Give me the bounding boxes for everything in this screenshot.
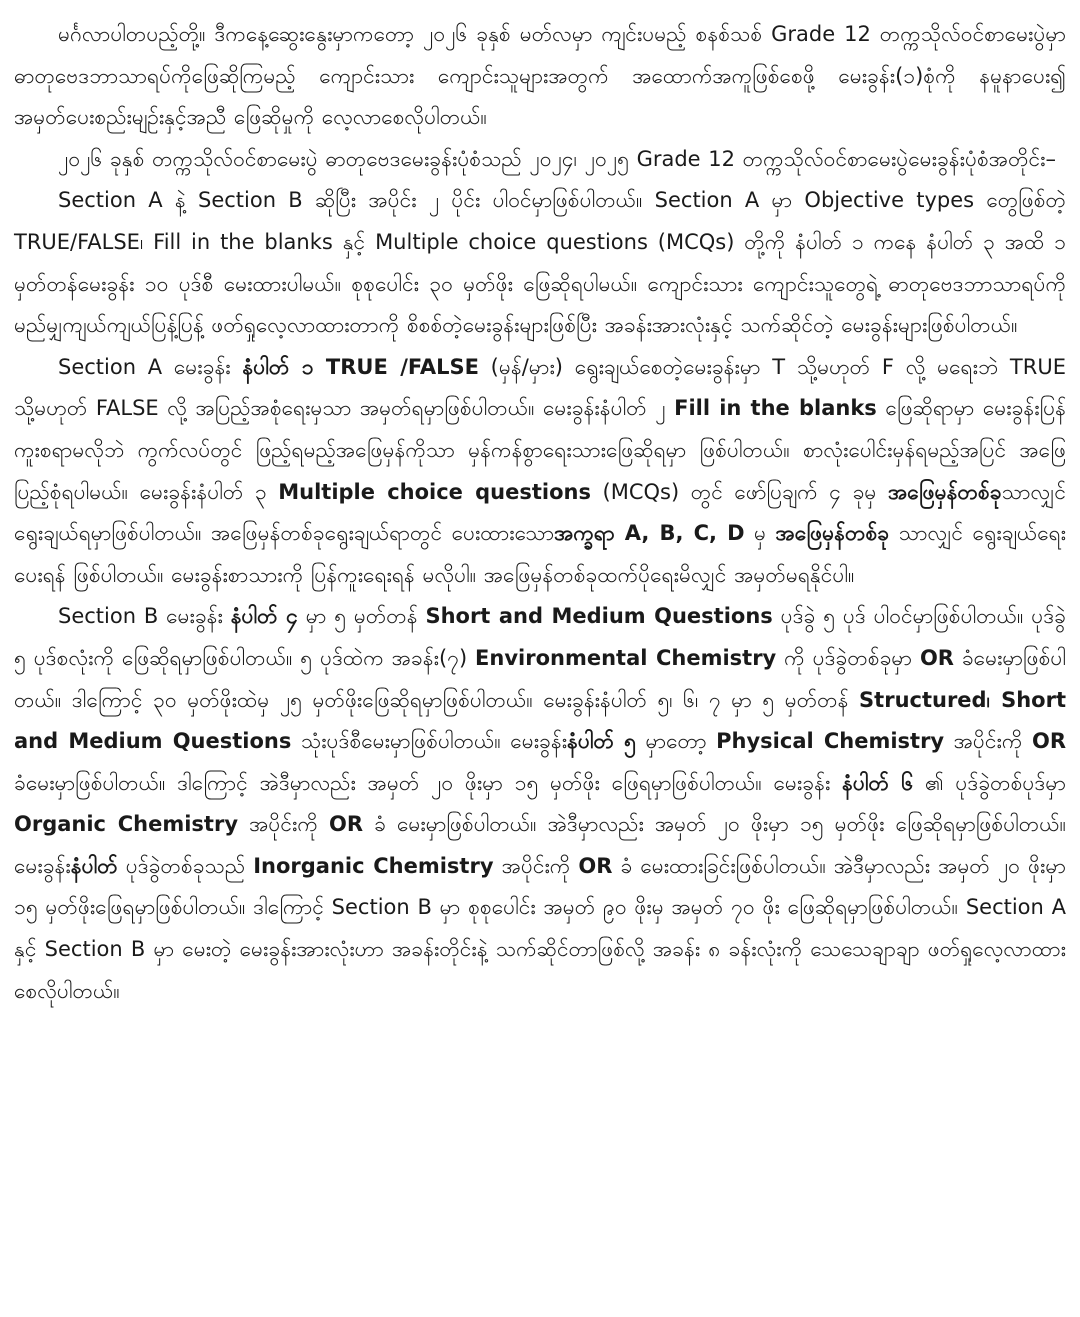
text-segment: Section A နဲ့ Section B ဆိုပြီး အပိုင်း ၂ ပိုင်း ပါဝင်မှာဖြစ်ပါတယ်။ Section A မှာ Objective types တွေဖြစ်တဲ့ TRUE/FALSE၊ Fill in the blanks နှင့် Multiple choice questions (MCQs) တို့ကို နံပါတ် ၁ ကနေ နံပါတ် ၃ အထိ ၁ မှတ်တန်မေးခွန်း ၁၀ ပုဒ်စီ မေးထားပါမယ်။ စုစုပေါင်း ၃၀ မှတ်ဖိုး ဖြေဆိုရပါမယ်။ ကျောင်းသား ကျောင်းသူတွေရဲ့ ဓာတုဗေဒဘာသာရပ်ကို မည်မျှကျယ်ကျယ်ပြန့်ပြန့် ဖတ်ရှုလေ့လာထားတာကို စိစစ်တဲ့မေးခွန်းများဖြစ်ပြီး အခန်းအားလုံးနှင့် သက်ဆိုင်တဲ့ မေးခွန်းများဖြစ်ပါတယ်။	[14, 188, 1066, 338]
text-segment: ခံမေးမှာဖြစ်ပါတယ်။ ဒါကြောင့် ၃၀ မှတ်ဖိုးထဲမှ ၂၅ မှတ်ဖိုးဖြေဆိုရမှာဖြစ်ပါတယ်။ မေးခွန်းနံပါတ် ၅၊ ၆၊ ၇ မှာ ၅ မှတ်တန်	[14, 645, 1066, 712]
text-segment: (MCQs) တွင် ဖော်ပြချက် ၄ ခုမှ	[590, 479, 888, 504]
text-segment: ဖြေဆိုရာမှာ မေးခွန်းပြန်ကူးစရာမလိုဘဲ ကွက်လပ်တွင် ဖြည့်ရမည့်အဖြေမှန်ကိုသာ မှန်ကန်စွာရေးသားဖြေဆိုရမှာ ဖြစ်ပါတယ်။ စာလုံးပေါင်းမှန်ရမည့်အပြင် အဖြေပြည့်စုံရပါမယ်။ မေးခွန်းနံပါတ် ၃	[14, 396, 1066, 504]
bold-text-segment: OR	[328, 812, 364, 837]
bold-text-segment: Fill in the blanks	[674, 396, 877, 421]
bold-text-segment: နံပါတ် ၆	[842, 770, 914, 795]
text-segment: ၏ ပုဒ်ခွဲတစ်ပုဒ်မှာ	[913, 770, 1066, 795]
text-segment: သုံးပုဒ်စီမေးမှာဖြစ်ပါတယ်။ မေးခွန်း	[291, 729, 568, 754]
paragraph-section-b-details	[14, 596, 1066, 1012]
text-segment: မင်္ဂလာပါတပည့်တို့။ ဒီကနေ့ဆွေးနွေးမှာကတော့ ၂၀၂၆ ခုနှစ် မတ်လမှာ ကျင်းပမည့် စနစ်သစ် Grade 12 တက္ကသိုလ်ဝင်စာမေးပွဲမှာ ဓာတုဗေဒဘာသာရပ်ကိုဖြေဆိုကြမည့် ကျောင်းသား ကျောင်းသူများအတွက် အထောက်အကူဖြစ်စေဖို့ မေးခွန်း(၁)စုံကို နမူနာပေး၍ အမှတ်ပေးစည်းမျဉ်းနှင့်အညီ ဖြေဆိုမှုကို လေ့လာစေလိုပါတယ်။	[14, 22, 1066, 130]
paragraph-exam-format	[14, 139, 1066, 181]
bold-text-segment: OR	[1031, 729, 1067, 754]
text-segment: မှာ ၅ မှတ်တန်	[297, 604, 426, 629]
bold-text-segment: နံပါတ် ၄	[230, 604, 298, 629]
text-segment: ခံမေးမှာဖြစ်ပါတယ်။ ဒါကြောင့် အဲဒီမှာလည်း အမှတ် ၂၀ ဖိုးမှာ ၁၅ မှတ်ဖိုး ဖြေရမှာဖြစ်ပါတယ်။ မေးခွန်း	[14, 770, 843, 795]
bold-text-segment: Physical Chemistry	[716, 729, 945, 754]
text-segment: ခံ မေးမှာဖြစ်ပါတယ်။ အဲဒီမှာလည်း အမှတ် ၂၀ ဖိုးမှာ ၁၅ မှတ်ဖိုး ဖြေဆိုရမှာဖြစ်ပါတယ်။ မေးခွန်း	[14, 812, 1066, 878]
text-segment: ပုဒ်ခွဲ ၅ ပုဒ် ပါဝင်မှာဖြစ်ပါတယ်။ ပုဒ်ခွဲ ၅ ပုဒ်စလုံးကို ဖြေဆိုရမှာဖြစ်ပါတယ်။ ၅ ပုဒ်ထဲက အခန်း(၇)	[14, 604, 1066, 670]
bold-text-segment: Structured၊ Short and Medium Questions	[14, 687, 1066, 754]
bold-text-segment: Inorganic Chemistry	[253, 853, 494, 878]
paragraph-intro	[14, 14, 1066, 139]
bold-text-segment: နံပါတ် ၁ TRUE /FALSE	[242, 354, 479, 379]
bold-text-segment: Multiple choice questions	[278, 479, 591, 504]
text-segment: ပုဒ်ခွဲတစ်ခုသည်	[117, 853, 254, 878]
bold-text-segment: OR	[578, 853, 613, 878]
text-segment: Section B မေးခွန်း	[58, 604, 231, 629]
text-segment: (မှန်/မှား) ရွေးချယ်စေတဲ့မေးခွန်းမှာ T သို့မဟုတ် F လို့ မရေးဘဲ TRUE သို့မဟုတ် FALSE လို့ အပြည့်အစုံရေးမှသာ အမှတ်ရမှာဖြစ်ပါတယ်။ မေးခွန်းနံပါတ် ၂	[14, 354, 1066, 421]
text-segment: အပိုင်းကို	[238, 812, 329, 837]
bold-text-segment: Short and Medium Questions	[425, 604, 773, 629]
text-segment: သာလျှင် ရွေးချယ်ရမှာဖြစ်ပါတယ်။ အဖြေမှန်တစ်ခုရွေးချယ်ရာတွင် ပေးထားသော	[14, 479, 1066, 546]
bold-text-segment: Organic Chemistry	[14, 812, 239, 837]
text-segment: အပိုင်းကို	[493, 853, 579, 878]
bold-text-segment: Environmental Chemistry	[475, 645, 777, 670]
paragraph-section-a-details	[14, 347, 1066, 597]
text-segment: Section A မေးခွန်း	[58, 354, 243, 379]
bold-text-segment: OR	[919, 645, 954, 670]
text-segment: မှာတော့	[635, 729, 717, 754]
bold-text-segment: အဖြေမှန်တစ်ခု	[775, 521, 890, 546]
text-segment: အပိုင်းကို	[944, 729, 1032, 754]
text-segment: ၂၀၂၆ ခုနှစ် တက္ကသိုလ်ဝင်စာမေးပွဲ ဓာတုဗေဒမေးခွန်းပုံစံသည် ၂၀၂၄၊ ၂၀၂၅ Grade 12 တက္ကသိုလ်ဝင်စာမေးပွဲမေးခွန်းပုံစံအတိုင်း–	[58, 146, 1056, 171]
text-segment: ကို ပုဒ်ခွဲတစ်ခုမှာ	[776, 645, 920, 670]
paragraph-section-overview	[14, 180, 1066, 346]
bold-text-segment: နံပါတ်	[70, 853, 118, 878]
text-segment: မှ	[744, 521, 776, 546]
text-segment: ခံ မေးထားခြင်းဖြစ်ပါတယ်။ အဲဒီမှာလည်း အမှတ် ၂၀ ဖိုးမှာ ၁၅ မှတ်ဖိုးဖြေရမှာဖြစ်ပါတယ်။ ဒါကြောင့် Section B မှာ စုစုပေါင်း အမှတ် ၉၀ ဖိုးမှ အမှတ် ၇၀ ဖိုး ဖြေဆိုရမှာဖြစ်ပါတယ်။ Section A နှင့် Section B မှာ မေးတဲ့ မေးခွန်းအားလုံးဟာ အခန်းတိုင်းနဲ့ သက်ဆိုင်တာဖြစ်လို့ အခန်း ၈ ခန်းလုံးကို သေသေချာချာ ဖတ်ရှုလေ့လာထားစေလိုပါတယ်။	[14, 853, 1066, 1003]
bold-text-segment: အဖြေမှန်တစ်ခု	[888, 479, 1002, 504]
bold-text-segment: အက္ခရာ A, B, C, D	[554, 521, 745, 546]
text-segment: သာလျှင် ရွေးချယ်ရေးပေးရန် ဖြစ်ပါတယ်။ မေးခွန်းစာသားကို ပြန်ကူးရေးရန် မလိုပါ။ အဖြေမှန်တစ်ခုထက်ပိုရေးမိလျှင် အမှတ်မရနိုင်ပါ။	[14, 521, 1067, 587]
bold-text-segment: နံပါတ် ၅	[567, 729, 636, 754]
